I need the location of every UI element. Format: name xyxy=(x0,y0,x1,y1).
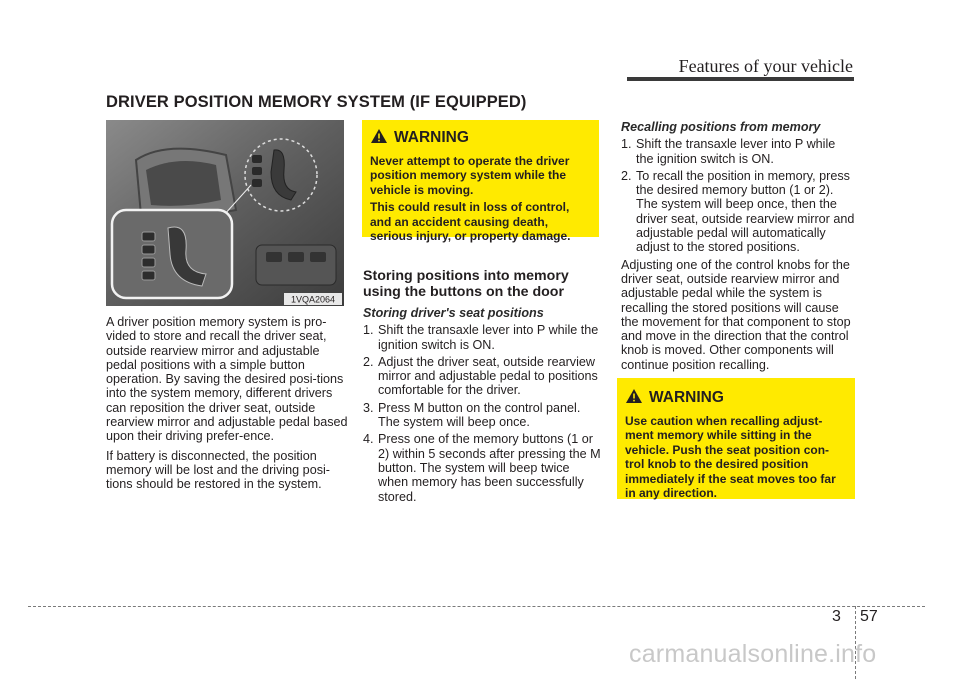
list-item: 1. Shift the transaxle lever into P while the ignition switch is ON. xyxy=(621,137,836,166)
recalling-column xyxy=(621,120,855,377)
storing-steps xyxy=(363,323,603,504)
warning-title-row xyxy=(625,388,847,408)
warning-title: WARNING xyxy=(649,388,724,406)
warning-text: Never attempt to operate the driver position memory system while the vehicle is moving. xyxy=(370,153,570,197)
warning-text: Use caution when recalling adjust-ment memory while sitting in the vehicle. Push the seat position con-trol knob to the desired position immediately if the seat moves too far in any direction. xyxy=(625,413,836,500)
list-item: 2. Adjust the driver seat, outside rearview mirror and adjustable pedal to positions comfortable for the driver. xyxy=(363,354,598,398)
section-title: DRIVER POSITION MEMORY SYSTEM (IF EQUIPPED) xyxy=(106,93,527,111)
figure-label: 1VQA2064 xyxy=(290,294,336,305)
watermark: carmanualsonline.info xyxy=(629,640,877,668)
warning-title: WARNING xyxy=(394,128,469,146)
battery-paragraph: If battery is disconnected, the position memory will be lost and the driving posi-tions should be restored in the system. xyxy=(106,448,330,492)
warning-text: This could result in loss of control, and an accident causing death, serious injury, or property damage. xyxy=(370,200,571,243)
header-title: Features of your vehicle xyxy=(678,56,853,76)
recalling-steps xyxy=(621,137,855,254)
chapter-number: 3 xyxy=(832,608,841,625)
recalling-subheading: Recalling positions from memory xyxy=(621,120,821,134)
intro-column xyxy=(106,315,350,497)
storing-column xyxy=(363,268,603,507)
footer-rule xyxy=(28,606,925,607)
page-number: 57 xyxy=(860,608,878,625)
header-rule xyxy=(627,77,854,81)
warning-title-row xyxy=(370,128,591,148)
storing-subheading: Storing driver's seat positions xyxy=(363,306,544,320)
warning-box-recall xyxy=(617,378,855,499)
warning-box-operate xyxy=(362,120,599,243)
list-item: 4. Press one of the memory buttons (1 or 2) within 5 seconds after pressing the M button. The system will beep twice when memory has been successfully stored. xyxy=(363,432,601,504)
list-item: 1. Shift the transaxle lever into P while the ignition switch is ON. xyxy=(363,323,599,352)
list-item: 2. To recall the position in memory, press the desired memory button (1 or 2). The system will beep once, then the driver seat, outside rearview mirror and adjustable pedal will automatically adjust to the stored positions. xyxy=(621,168,855,255)
warning-triangle-icon xyxy=(370,128,388,148)
recalling-paragraph: Adjusting one of the control knobs for the driver seat, outside rearview mirror and adjustable pedal while the system is recalling the stored positions will cause the movement for that component to stop and move in the direction that the control knob is moved. Other components will continue position recalling. xyxy=(621,257,851,372)
warning-triangle-icon xyxy=(625,388,643,408)
storing-heading: Storing positions into memory using the buttons on the door xyxy=(363,268,569,300)
door-panel-photo xyxy=(106,120,344,306)
intro-paragraph: A driver position memory system is pro-vided to store and recall the driver seat, outside rearview mirror and adjustable pedal positions with a simple button operation. By saving the desired posi-tions into the system memory, different drivers can reposition the driver seat, outside rearview mirror and adjustable pedal based upon their driving prefer-ence. xyxy=(106,315,348,444)
list-item: 3. Press M button on the control panel. The system will beep once. xyxy=(363,400,581,430)
